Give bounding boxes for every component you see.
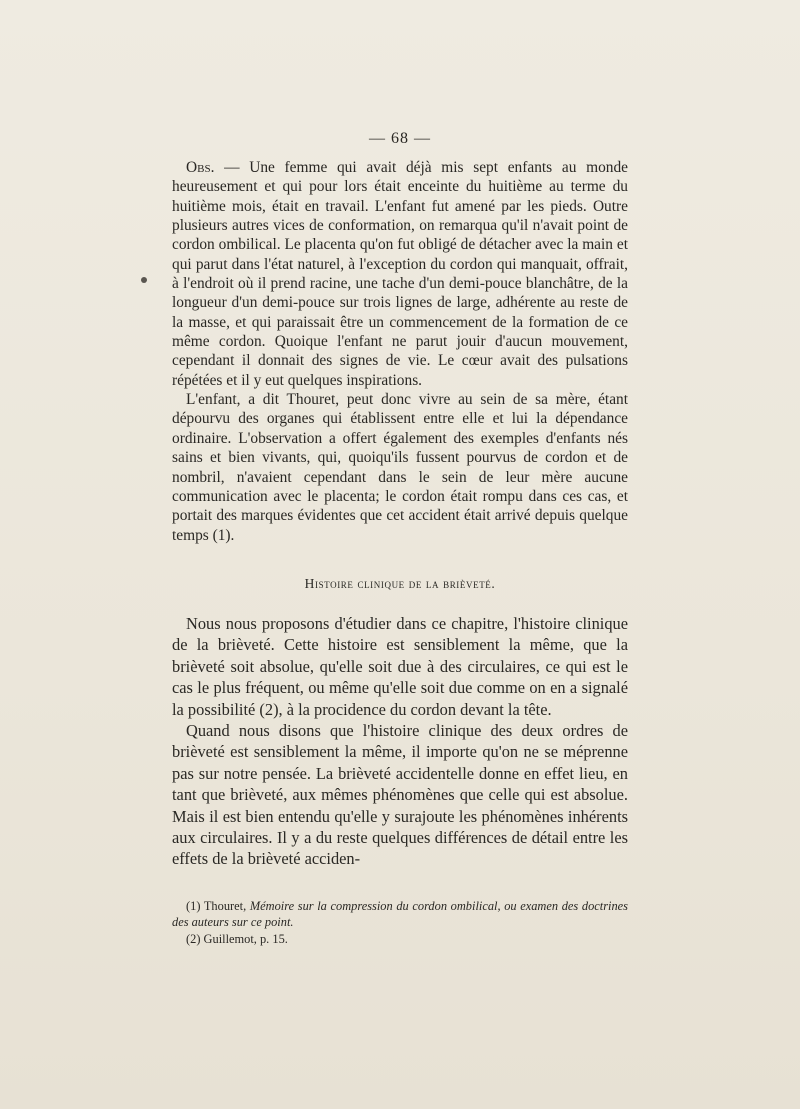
section-paragraph-2: Quand nous disons que l'histoire clinique des deux ordres de brièveté est sensiblement la même, il importe qu'on ne se méprenne pas sur notre pensée. La brièveté accidentelle donne en effet lieu, en tant que brièveté, aux mêmes phénomènes que celle qui est absolue. Mais il est bien entendu qu'elle y surajoute les phénomènes inhérents aux circulaires. Il y a du reste quelques différences de détail entre les effets de la brièveté acciden- (172, 721, 628, 869)
footnote-1-prefix: (1) Thouret, (186, 899, 250, 913)
footnote-1 (172, 898, 628, 931)
observation-paragraph (172, 158, 628, 390)
observation-paragraph-2: L'enfant, a dit Thouret, peut donc vivre au sein de sa mère, étant dépourvu des organes qui établissent entre elle et lui la dépendance ordinaire. L'observation a offert également des exemples d'enfants nés sains et bien vivants, qui, quoiqu'ils fussent pourvus de cordon et de nombril, n'avaient cependant dans le sein de leur mère aucune communication avec le placenta; le cordon était rompu dans ces cas, et portait des marques évidentes que cet accident était arrivé depuis quelque temps (1). (172, 391, 628, 544)
footnote-1-title: Mémoire sur la compression du cordon ombilical, ou examen des doctrines des auteurs sur ce point. (172, 899, 628, 930)
section-heading: Histoire clinique de la brièveté. (304, 576, 496, 591)
observation-block (172, 158, 628, 545)
margin-mark (141, 277, 147, 283)
footnotes (172, 898, 628, 947)
section-body (172, 613, 628, 870)
observation-text: — Une femme qui avait déjà mis sept enfants au monde heureusement et qui pour lors était enceinte du huitième au terme du huitième mois, était en travail. L'enfant fut amené par les pieds. Outre plusieurs autres vices de conformation, on remarqua qu'il n'avait point de cordon ombilical. Le placenta qu'on fut obligé de détacher avec la main et qui parut dans l'état naturel, à l'exception du cordon qui manquait, offrait, à l'endroit où il prend racine, une tache d'un demi-pouce blanchâtre, de la longueur d'un demi-pouce sur trois lignes de large, adhérente au reste de la masse, et qui paraissait être un commencement de la formation de ce même cordon. Quoique l'enfant ne parut jouir d'aucun mouvement, cependant il donnait des signes de vie. Le cœur avait des pulsations répétées et il y eut quelques inspirations. (172, 159, 628, 389)
section-paragraph-1: Nous nous proposons d'étudier dans ce chapitre, l'histoire clinique de la brièveté. Cette histoire est sensiblement la même, que la brièveté soit absolue, qu'elle soit due à des circulaires, ce qui est le cas le plus fréquent, ou même qu'elle soit due comme on en a signalé la possibilité (2), à la procidence du cordon devant la tête. (172, 614, 628, 719)
page-number: — 68 — (369, 130, 431, 147)
footnote-2: (2) Guillemot, p. 15. (186, 931, 288, 946)
observation-label: Obs. (186, 159, 215, 176)
